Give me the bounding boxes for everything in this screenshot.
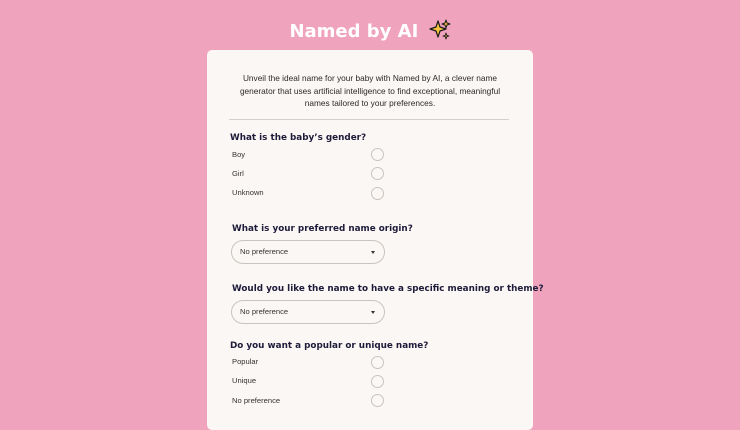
divider xyxy=(229,119,509,120)
gender-question: What is the baby’s gender? xyxy=(230,133,367,143)
app-title xyxy=(0,18,740,50)
radio-boy[interactable] xyxy=(371,148,384,161)
option-label-popular: Popular xyxy=(232,357,259,366)
sparkles-icon xyxy=(429,19,451,50)
origin-question: What is your preferred name origin? xyxy=(232,224,413,234)
option-label-no-preference: No preference xyxy=(232,396,281,405)
radio-popular[interactable] xyxy=(371,356,384,369)
origin-select[interactable] xyxy=(231,240,385,264)
meaning-question: Would you like the name to have a specific meaning or theme? xyxy=(232,284,544,294)
radio-no-preference[interactable] xyxy=(371,394,384,407)
option-label-boy: Boy xyxy=(232,150,246,159)
origin-select-value: No preference xyxy=(240,247,289,256)
radio-unknown[interactable] xyxy=(371,187,384,200)
intro-text: Unveil the ideal name for your baby with Named by AI, a clever name generator that uses artificial intelligence to find exceptional, meaningful names tailored to your preferences. xyxy=(239,73,501,108)
option-label-unique: Unique xyxy=(232,376,257,385)
popularity-question: Do you want a popular or unique name? xyxy=(230,341,429,351)
radio-girl[interactable] xyxy=(371,167,384,180)
chevron-down-icon xyxy=(371,251,375,254)
meaning-select[interactable] xyxy=(231,300,385,324)
app-title-text: Named by AI xyxy=(289,21,419,42)
radio-unique[interactable] xyxy=(371,375,384,388)
meaning-select-value: No preference xyxy=(240,307,289,316)
option-label-unknown: Unknown xyxy=(232,188,264,197)
form-card xyxy=(207,50,544,430)
chevron-down-icon xyxy=(371,311,375,314)
option-label-girl: Girl xyxy=(232,169,244,178)
